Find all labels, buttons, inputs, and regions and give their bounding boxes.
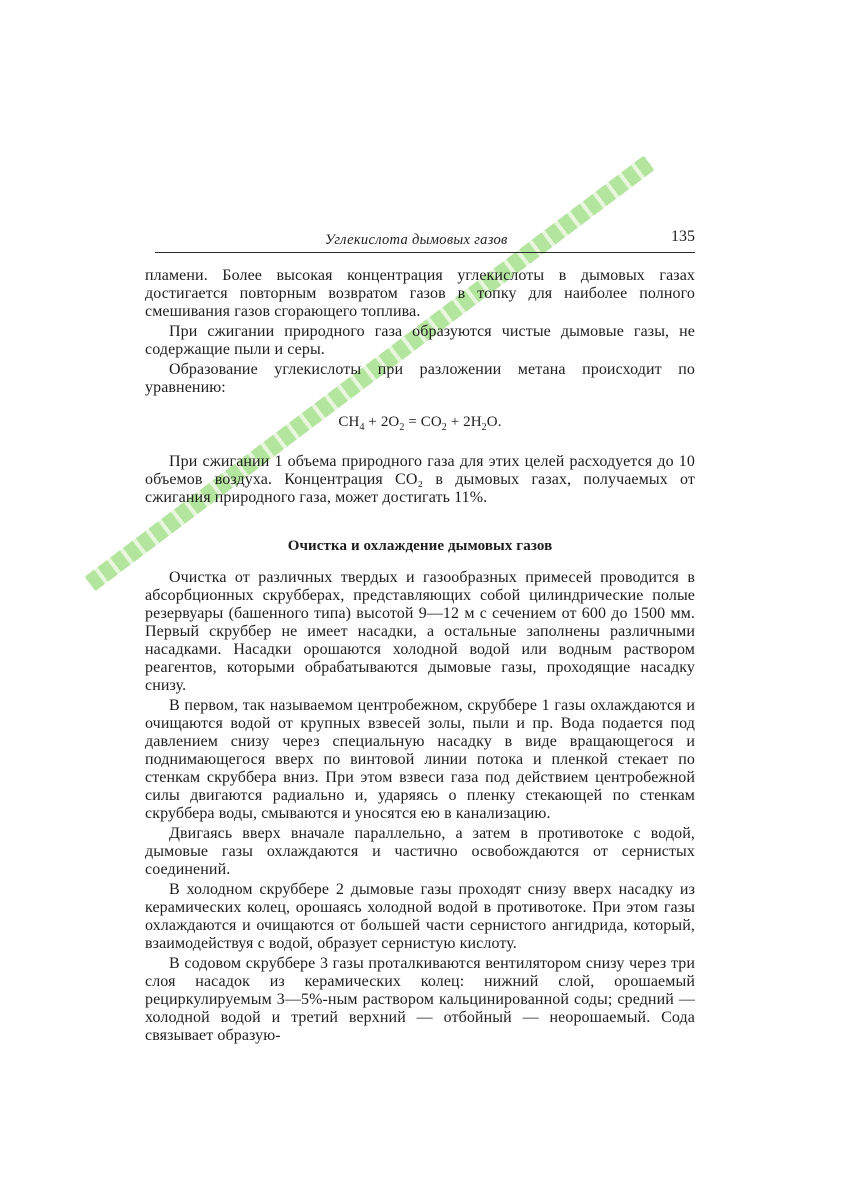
running-head: Углекислота дымовых газов (325, 232, 508, 248)
book-page (145, 226, 695, 1047)
paragraph: В холодном скруббере 2 дымовые газы проходят снизу вверх насадку из керамических колец, орошаясь холодной водой в противотоке. При этом газы охлаждаются и очищаются от большей части сернистого ангидрида, который, взаимодействуя с водой, образует сернистую кислоту. (145, 881, 695, 952)
page-number: 135 (671, 228, 695, 245)
paragraph: Очистка от различных твердых и газообразных примесей проводится в абсорбционных скрубберах, представляющих собой цилиндрические полые резервуары (башенного типа) высотой 9—12 м с сечением от 600 до 1500 мм. Первый скруббер не имеет насадки, а остальные заполнены различными насадками. Насадки орошаются холодной водой или водным раствором реагентов, которыми обрабатываются дымовые газы, проходящие насадку снизу. (145, 569, 695, 694)
methane-equation: $CH_4 + 2O_2 = CO_2 + 2H_2O$. (338, 414, 502, 433)
paragraph: В первом, так называемом центробежном, скруббере 1 газы охлаждаются и очищаются водой от крупных взвесей золы, пыли и пр. Вода подается под давлением снизу через специальную насадку в виде вращающегося и поднимающегося вверх по винтовой линии потока и пленкой стекает по стенкам скруббера вниз. При этом взвеси газа под действием центробежной силы двигаются радиально и, ударяясь о пленку стекающей по стенкам скруббера воды, смываются и уносятся ею в канализацию. (145, 697, 695, 822)
paragraph: В содовом скруббере 3 газы проталкиваются вентилятором снизу через три слоя насадок из керамических колец: нижний слой, орошаемый рециркулируемым 3—5%-ным раствором кальцинированной соды; средний — холодной водой и третий верхний — отбойный — неорошаемый. Сода связывает образую- (145, 955, 695, 1044)
paragraph-continuation: пламени. Более высокая концентрация углекислоты в дымовых газах достигается повторным возвратом газов в топку для наиболее полного смешивания газов сгорающего топлива. (145, 267, 695, 320)
page-header (155, 226, 695, 253)
paragraph: Двигаясь вверх вначале параллельно, а затем в противотоке с водой, дымовые газы охлаждаются и частично освобождаются от сернистых соединений. (145, 825, 695, 878)
paragraph: При сжигании 1 объема природного газа для этих целей расходуется до 10 объемов воздуха. Концентрация CO₂ в дымовых газах, получаемых от сжигания природного газа, может достигать 11%. (145, 453, 695, 506)
paragraph: При сжигании природного газа образуются чистые дымовые газы, не содержащие пыли и серы. (145, 323, 695, 358)
page-body (145, 267, 695, 1045)
paragraph: Образование углекислоты при разложении метана происходит по уравнению: (145, 361, 695, 396)
section-title: Очистка и охлаждение дымовых газов (287, 538, 553, 554)
